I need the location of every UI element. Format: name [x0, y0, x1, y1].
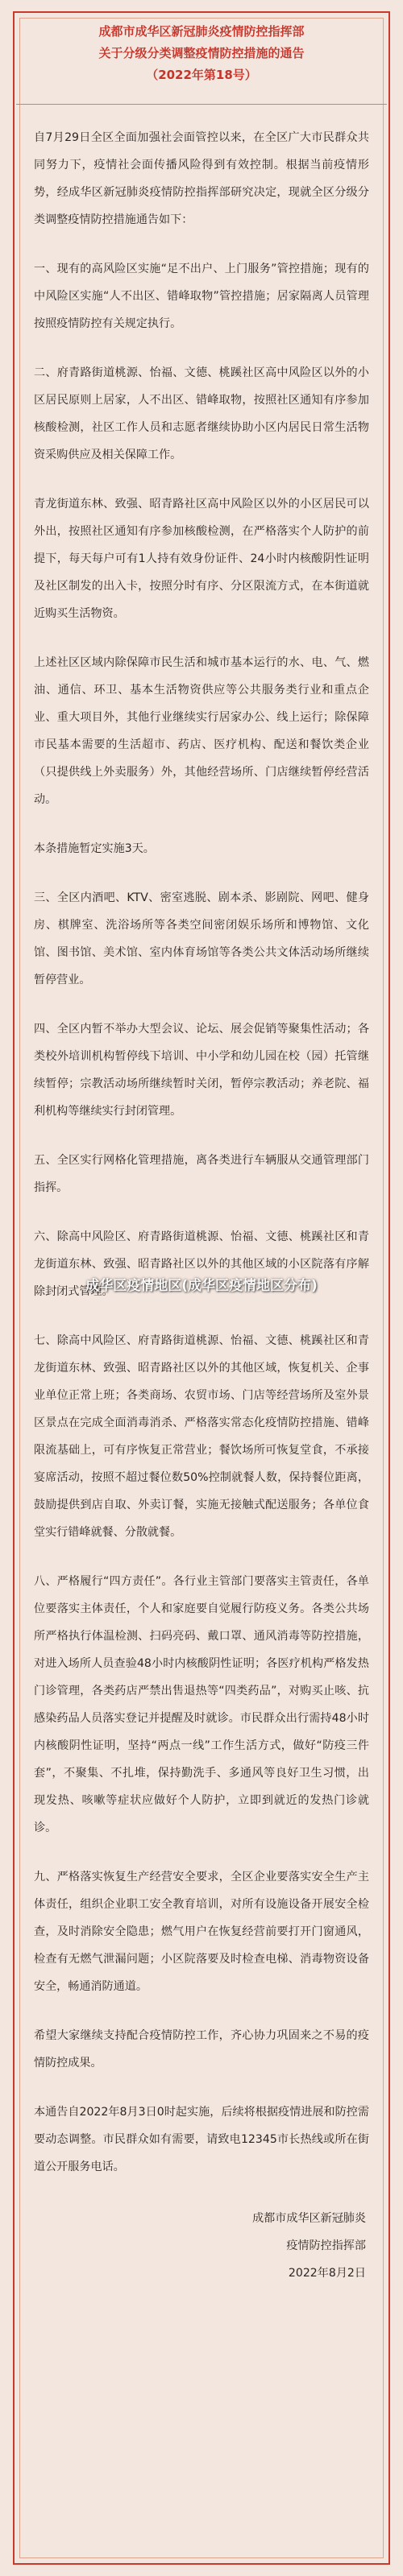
paragraph-5: 五、全区实行网格化管理措施，离各类进行车辆服从交通管理部门指挥。	[34, 1154, 369, 1194]
paragraph-4: 四、全区内暂不举办大型会议、论坛、展会促销等聚集性活动；各类校外培训机构暂停线下培训、中小学和幼儿园在校（园）托管继续暂停；宗教活动场所继续暂时关闭，暂停宗教活动；养老院、福利机构等继续实行封闭管理。	[34, 1023, 369, 1118]
paragraph-1: 一、现有的高风险区实施“足不出户、上门服务”管控措施；现有的中风险区实施“人不出区、错峰取物”管控措施；居家隔离人员管理按照疫情防控有关规定执行。	[34, 263, 369, 330]
paragraph-2: 二、府青路街道桃源、怡福、文德、桃蹊社区高中风险区以外的小区居民原则上居家，人不出区、错峰取物，按照社区通知有序参加核酸检测，社区工作人员和志愿者继续协助小区内居民日常生活物资采购供应及相关保障工作。	[34, 366, 369, 461]
paragraph-effective: 本通告自2022年8月3日0时起实施，后续将根据疫情进展和防控需要动态调整。市民群众如有需要，请致电12345市长热线或所在街道公开服务电话。	[34, 2106, 369, 2173]
title-line-1: 成都市成华区新冠肺炎疫情防控指挥部	[98, 24, 305, 39]
paragraph-8: 八、严格履行“四方责任”。各行业主管部门要落实主管责任，各单位要落实主体责任，个人和家庭要自觉履行防疫义务。各类公共场所严格执行体温检测、扫码亮码、戴口罩、通风消毒等防控措施，对进入场所人员查验48小时内核酸阴性证明；各医疗机构严格发热门诊管理，各类药店严禁出售退热等“四类药品”，对购买止咳、抗感染药品人员落实登记并提醒及时就诊。市民群众出行需持48小时内核酸阴性证明，坚持“两点一线”工作生活方式，做好“防疫三件套”，不聚集、不扎堆，保持勤洗手、多通风等良好卫生习惯，出现发热、咳嗽等症状应做好个人防护，立即到就近的发热门诊就诊。	[34, 1575, 369, 1834]
paragraph-3: 三、全区内酒吧、KTV、密室逃脱、剧本杀、影剧院、网吧、健身房、棋牌室、洗浴场所等各类空间密闭娱乐场所和博物馆、文化馆、图书馆、美术馆、室内体育场馆等各类公共文体活动场所继续暂停营业。	[34, 891, 369, 986]
signature-block	[34, 2205, 369, 2287]
paragraph-7: 七、除高中风险区、府青路街道桃源、怡福、文德、桃蹊社区和青龙街道东林、致强、昭青路社区以外的其他区域，恢复机关、企事业单位正常上班；各类商场、农贸市场、门店等经营场所及室外景区景点在完成全面消毒消杀、严格落实常态化疫情防控措施、错峰限流基础上，可有序恢复正常营业；餐饮场所可恢复堂食，不承接宴席活动，按照不超过餐位数50%控制就餐人数，保持餐位距离，鼓励提供到店自取、外卖订餐，实施无接触式配送服务；各单位食堂实行错峰就餐、分散就餐。	[34, 1334, 369, 1539]
signature-org-1: 成都市成华区新冠肺炎	[252, 2212, 366, 2225]
overlay-caption: 成华区疫情地区(成华区疫情地区分布)	[85, 1278, 318, 1294]
notice-body	[34, 124, 369, 2181]
notice-content	[34, 0, 369, 2287]
signature-org-2: 疫情防控指挥部	[286, 2239, 366, 2252]
signature-date: 2022年8月2日	[288, 2267, 366, 2280]
title-line-2: 关于分级分类调整疫情防控措施的通告	[98, 46, 305, 60]
paragraph-intro: 自7月29日全区全面加强社会面管控以来，在全区广大市民群众共同努力下，疫情社会面传播风险得到有效控制。根据当前疫情形势，经成华区新冠肺炎疫情防控指挥部研究决定，现就全区分级分类调整疫情防控措施通告如下：	[34, 131, 369, 226]
paragraph-6: 六、除高中风险区、府青路街道桃源、怡福、文德、桃蹊社区和青龙街道东林、致强、昭青路社区以外的其他区域的小区院落有序解除封闭式管理。	[34, 1230, 369, 1298]
paragraph-2c: 上述社区区域内除保障市民生活和城市基本运行的水、电、气、燃油、通信、环卫、基本生活物资供应等公共服务类行业和重点企业、重大项目外，其他行业继续实行居家办公、线上运行；除保障市民基本需要的生活超市、药店、医疗机构、配送和餐饮类企业（只提供线上外卖服务）外，其他经营场所、门店继续暂停经营活动。	[34, 656, 369, 806]
title-line-3: （2022年第18号）	[146, 68, 257, 82]
paragraph-2d: 本条措施暂定实施3天。	[34, 842, 155, 855]
notice-title	[34, 21, 369, 86]
paragraph-appeal: 希望大家继续支持配合疫情防控工作，齐心协力巩固来之不易的疫情防控成果。	[34, 2029, 369, 2069]
title-divider	[16, 104, 387, 105]
paragraph-9: 九、严格落实恢复生产经营安全要求，全区企业要落实安全生产主体责任，组织企业职工安全教育培训，对所有设施设备开展安全检查，及时消除安全隐患；燃气用户在恢复经营前要打开门窗通风，检查有无燃气泄漏问题；小区院落要及时检查电梯、消毒物资设备安全，畅通消防通道。	[34, 1871, 369, 1993]
paragraph-2b: 青龙街道东林、致强、昭青路社区高中风险区以外的小区居民可以外出，按照社区通知有序参加核酸检测，在严格落实个人防护的前提下，每天每户可有1人持有效身份证件、24小时内核酸阴性证明及社区制发的出入卡，按照分时有序、分区限流方式，在本街道就近购买生活物资。	[34, 498, 369, 620]
